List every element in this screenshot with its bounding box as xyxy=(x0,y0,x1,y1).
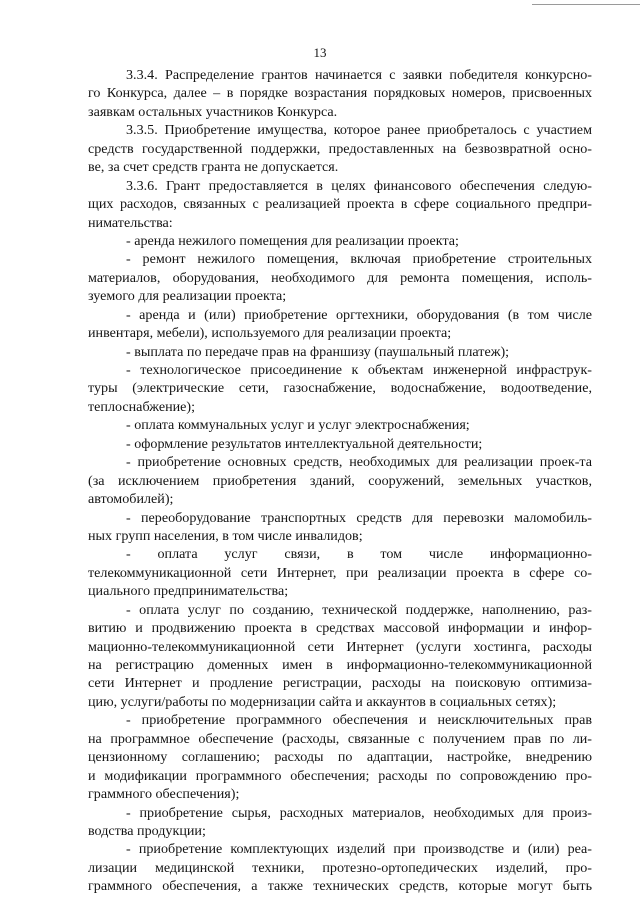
list-item: - технологическое присоединение к объектам инженерной инфраструк- xyxy=(126,362,592,378)
text-line: 3.3.5. Приобретение имущества, которое ранее приобреталось с участием xyxy=(126,122,592,139)
scan-edge-line xyxy=(532,4,640,5)
text-line: зуемого для реализации проекта; xyxy=(88,288,287,305)
list-item: - аренда нежилого помещения для реализации проекта; xyxy=(126,232,459,249)
text-line: го Конкурса, далее – в порядке возрастания порядковых номеров, присвоенных xyxy=(88,85,592,102)
text-line: водства продукции; xyxy=(88,822,206,839)
text-line: туры (электрические сети, газоснабжение, водоснабжение, водоотведение, xyxy=(88,380,592,397)
text-line: 3.3.4. Распределение грантов начинается с заявки победителя конкурсно- xyxy=(126,67,592,83)
text-line: циального предпринимательства; xyxy=(88,583,289,600)
text-line: ве, за счет средств гранта не допускается. xyxy=(88,159,339,176)
text-line: граммного обеспечения, а также технических средств, которые могут быть xyxy=(88,878,592,895)
list-item: - приобретение программного обеспечения и неисключительных прав xyxy=(126,712,592,729)
text-line: щих расходов, связанных с реализацией проекта в сфере социального предпри- xyxy=(88,196,592,213)
text-line: (за исключением приобретения зданий, сооружений, земельных участков, xyxy=(88,472,592,489)
text-line: средств государственной поддержки, предоставленных на безвозвратной осно- xyxy=(88,140,592,157)
list-item: - ремонт нежилого помещения, включая приобретение строительных xyxy=(126,251,592,268)
text-line: на программное обеспечение (расходы, связанные с получением прав по ли- xyxy=(88,730,592,747)
text-line: цензионному соглашению; расходы по адаптации, настройке, внедрению xyxy=(88,749,592,766)
text-line: сети Интернет и продление регистрации, расходы на поисковую оптимиза- xyxy=(88,675,592,692)
list-item: - оформление результатов интеллектуальной деятельности; xyxy=(126,435,483,452)
text-line: теплоснабжение); xyxy=(88,398,196,415)
text-line: на регистрацию доменных имен в информационно-телекоммуникационной xyxy=(88,657,592,673)
text-line: витию и продвижению проекта в средствах массовой информации и инфор- xyxy=(88,620,592,637)
text-line: граммного обеспечения); xyxy=(88,786,240,803)
text-line: мационно-телекоммуникационной сети Интернет (услуги хостинга, расходы xyxy=(88,638,592,655)
list-item: - оплата коммунальных услуг и услуг электроснабжения; xyxy=(126,417,470,434)
list-item: - выплата по передаче прав на франшизу (паушальный платеж); xyxy=(126,343,510,360)
body-text xyxy=(88,66,592,896)
text-line: инвентаря, мебели), используемого для реализации проекта; xyxy=(88,325,452,342)
text-line: 3.3.6. Грант предоставляется в целях финансового обеспечения следую- xyxy=(126,177,592,194)
list-item: - приобретение сырья, расходных материалов, необходимых для произ- xyxy=(126,804,592,821)
text-line: автомобилей); xyxy=(88,491,174,508)
text-line: и модификации программного обеспечения; расходы по сопровождению про- xyxy=(88,767,592,784)
text-line: лизации медицинской техники, протезно-ортопедических изделий, про- xyxy=(88,859,592,876)
list-item: - аренда и (или) приобретение оргтехники, оборудования (в том числе xyxy=(126,306,592,323)
list-item: - оплата услуг по созданию, технической поддержке, наполнению, раз- xyxy=(126,601,592,618)
text-line: ных групп населения, в том числе инвалидов; xyxy=(88,527,363,544)
page-number: 13 xyxy=(313,45,327,60)
text-line: заявкам остальных участников Конкурса. xyxy=(88,103,338,120)
text-line: материалов, оборудования, необходимого для ремонта помещения, исполь- xyxy=(88,269,592,286)
text-line: телекоммуникационной сети Интернет, при реализации проекта в сфере со- xyxy=(88,564,592,581)
list-item: - оплата услуг связи, в том числе информационно- xyxy=(126,546,592,563)
list-item: - переоборудование транспортных средств для перевозки маломобиль- xyxy=(126,509,592,526)
text-line: цию, услуги/работы по модернизации сайта и аккаунтов в социальных сетях); xyxy=(88,693,557,710)
list-item: - приобретение комплектующих изделий при производстве и (или) реа- xyxy=(126,841,592,858)
list-item: - приобретение основных средств, необходимых для реализации проек-та xyxy=(126,454,592,471)
text-line: нимательства: xyxy=(88,214,173,231)
